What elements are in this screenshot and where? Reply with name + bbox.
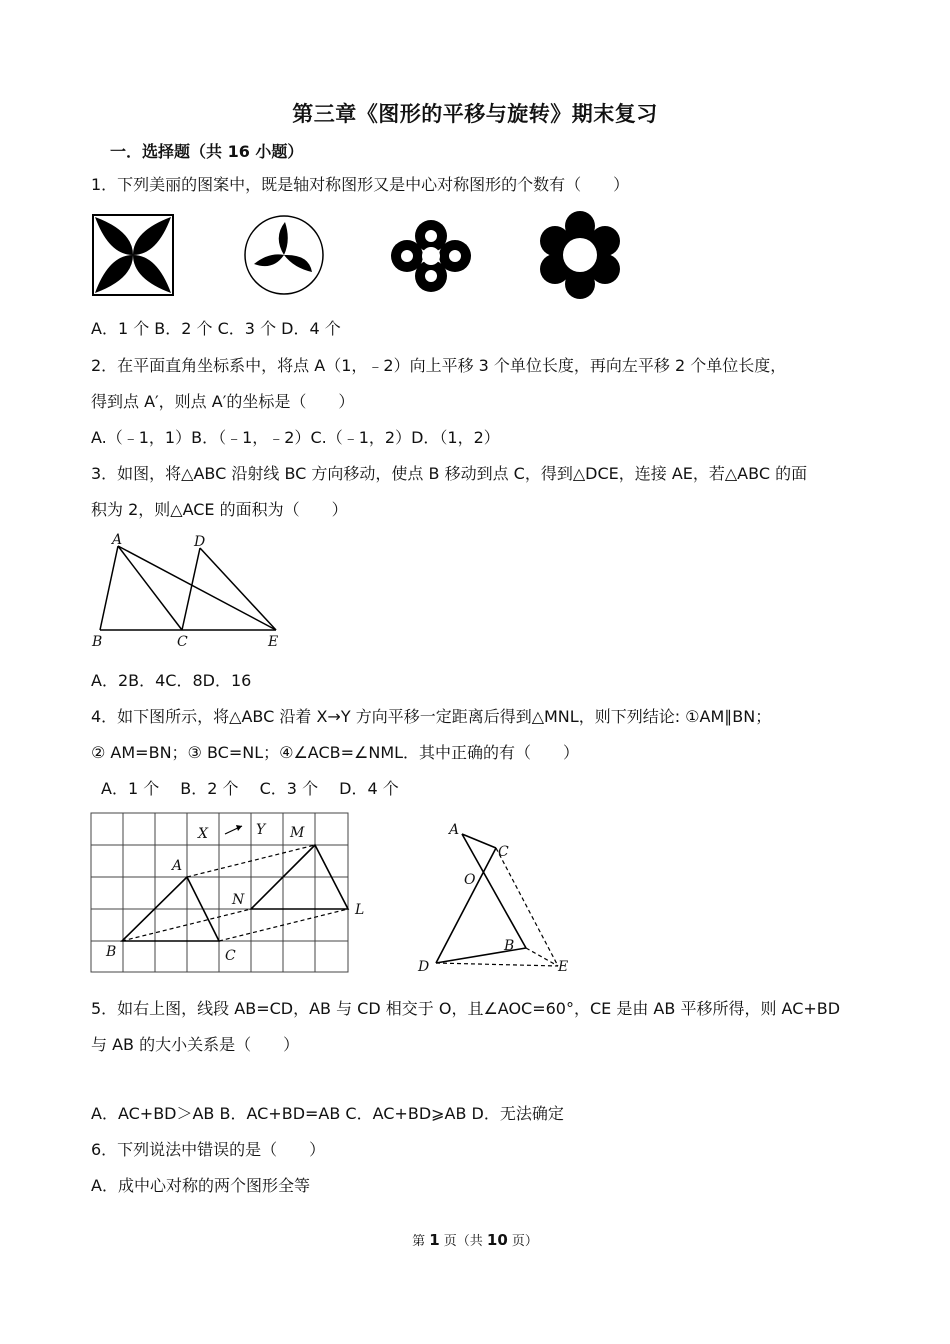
footer-suffix: 页） bbox=[507, 1234, 538, 1249]
q4-stem-line2: ② AM=BN；③ BC=NL；④∠ACB=∠NML．其中正确的有（ ） bbox=[91, 743, 580, 762]
pattern-flower-image bbox=[537, 210, 623, 300]
section-heading: 一．选择题（共 16 小题） bbox=[110, 142, 304, 161]
pattern-three-blades-image bbox=[243, 214, 325, 296]
pattern-four-petals-image bbox=[92, 214, 174, 296]
footer-prefix: 第 bbox=[412, 1234, 430, 1249]
q4-label-x: X bbox=[198, 826, 208, 842]
q3-label-d: D bbox=[194, 534, 206, 550]
q4-label-c: C bbox=[225, 948, 236, 964]
q3-label-b: B bbox=[92, 634, 103, 650]
q2-stem-line2: 得到点 A′，则点 A′的坐标是（ ） bbox=[91, 392, 355, 411]
q4-options: A．1 个 B．2 个 C．3 个 D．4 个 bbox=[101, 779, 399, 798]
page-footer bbox=[0, 1230, 950, 1249]
q6-stem: 6．下列说法中错误的是（ ） bbox=[91, 1140, 326, 1159]
footer-middle: 页（共 bbox=[439, 1234, 487, 1249]
q2-stem-line1: 2．在平面直角坐标系中，将点 A（1，﹣2）向上平移 3 个单位长度，再向左平移 2 个单位长度， bbox=[91, 356, 787, 375]
q5-label-c: C bbox=[498, 844, 509, 860]
page-title: 第三章《图形的平移与旋转》期末复习 bbox=[292, 102, 658, 126]
q2-options: A.（﹣1，1）B．（﹣1，﹣2）C.（﹣1，2）D．（1，2） bbox=[91, 428, 500, 447]
q5-label-o: O bbox=[464, 872, 476, 888]
q5-label-d: D bbox=[418, 959, 430, 975]
q5-stem-line1: 5．如右上图，线段 AB=CD，AB 与 CD 相交于 O，且∠AOC=60°，CE 是由 AB 平移所得，则 AC+BD bbox=[91, 999, 841, 1018]
q4-label-l: L bbox=[355, 902, 365, 918]
q4-label-b: B bbox=[106, 944, 117, 960]
footer-page-number: 1 bbox=[429, 1231, 440, 1249]
q3-label-c: C bbox=[177, 634, 188, 650]
q4-label-a: A bbox=[172, 858, 183, 874]
q3-stem-line2: 积为 2，则△ACE 的面积为（ ） bbox=[91, 500, 348, 519]
q4-grid-figure bbox=[90, 812, 370, 974]
q6-option-a: A．成中心对称的两个图形全等 bbox=[91, 1176, 310, 1195]
q3-options: A．2B．4C．8D．16 bbox=[91, 671, 252, 690]
q3-label-e: E bbox=[268, 634, 279, 650]
q5-label-e: E bbox=[558, 959, 569, 975]
q5-stem-line2: 与 AB 的大小关系是（ ） bbox=[91, 1035, 300, 1054]
q3-triangle-figure bbox=[88, 532, 288, 650]
q5-label-a: A bbox=[449, 822, 460, 838]
q4-label-y: Y bbox=[256, 822, 266, 838]
q4-label-n: N bbox=[232, 892, 245, 908]
footer-total-pages: 10 bbox=[486, 1231, 508, 1249]
q4-stem-line1: 4．如下图所示，将△ABC 沿着 X→Y 方向平移一定距离后得到△MNL，则下列结论: ①AM∥BN； bbox=[91, 707, 772, 726]
q4-label-m: M bbox=[290, 825, 305, 841]
q5-label-b: B bbox=[504, 938, 515, 954]
pattern-interlocked-rings-image bbox=[387, 216, 475, 296]
q5-options: A．AC+BD＞AB B．AC+BD=AB C．AC+BD⩾AB D．无法确定 bbox=[91, 1104, 564, 1123]
q5-segments-figure bbox=[410, 818, 580, 978]
q1-stem: 1．下列美丽的图案中，既是轴对称图形又是中心对称图形的个数有（ ） bbox=[91, 175, 630, 194]
q3-stem-line1: 3．如图，将△ABC 沿射线 BC 方向移动，使点 B 移动到点 C，得到△DCE，连接 AE，若△ABC 的面 bbox=[91, 464, 808, 483]
q3-label-a: A bbox=[112, 532, 123, 548]
q1-options: A．1 个 B．2 个 C．3 个 D．4 个 bbox=[91, 319, 341, 338]
